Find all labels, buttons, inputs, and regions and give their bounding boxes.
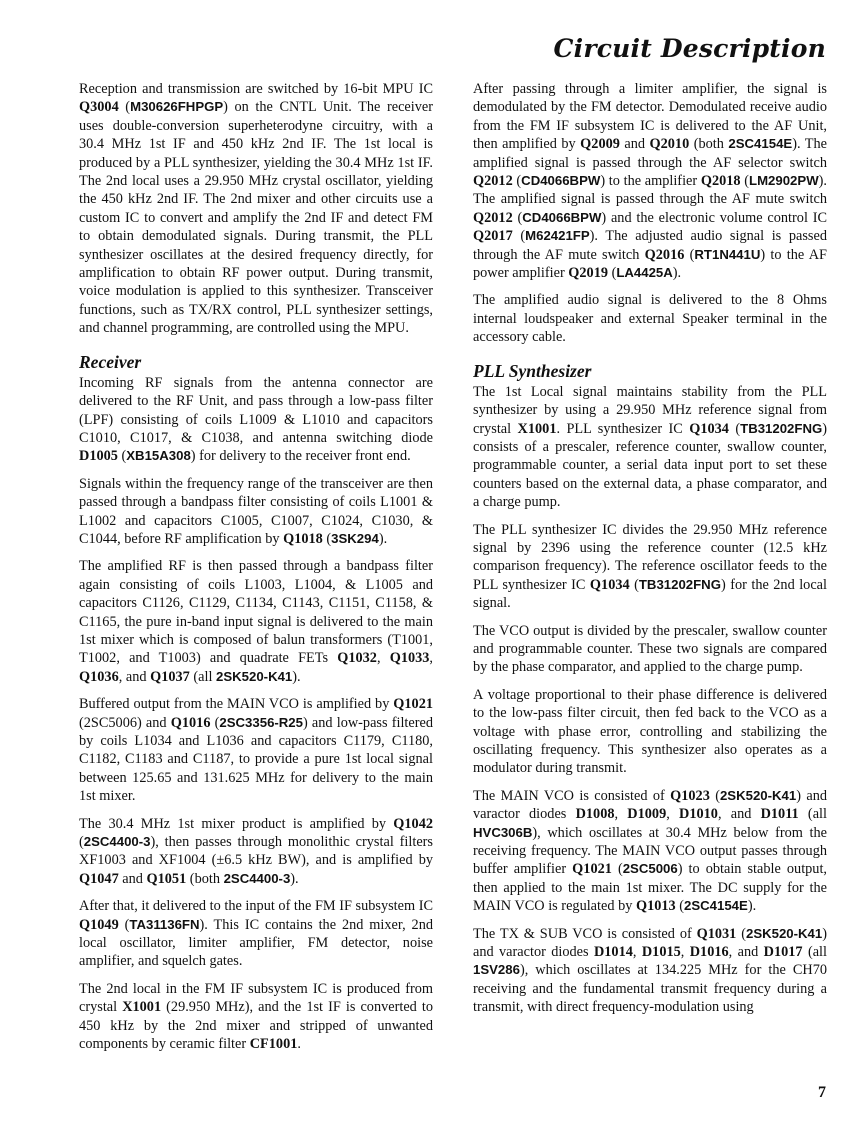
text-run: ). The amplified signal is passed through the AF mute switch	[473, 173, 827, 208]
text-run: ). This IC contains the 2nd mixer, 2nd local oscillator, limiter amplifier, FM detector, noise amplifier, and squelch gates.	[79, 916, 433, 970]
text-run: ), then passes through monolithic crystal filters XF1003 and XF1004 (±6.5 kHz BW), and is amplified by	[79, 834, 433, 869]
component-ref: 2SC5006	[622, 861, 678, 877]
paragraph	[473, 622, 827, 677]
text-run: and	[118, 870, 147, 887]
text-run: ). The amplified signal is passed through the AF selector switch	[473, 136, 827, 171]
component-ref: D1011	[760, 806, 799, 823]
text-run: The VCO output is divided by the prescaler, swallow counter and programmable counter. These two signals are compared by the phase comparator, and applied to the charge pump.	[473, 622, 827, 676]
component-ref: Q2009	[580, 136, 620, 153]
page-number: 7	[818, 1084, 826, 1101]
paragraph	[473, 686, 827, 778]
text-run: (	[709, 787, 720, 804]
component-ref: Q1034	[589, 576, 630, 593]
text-run: and	[619, 136, 650, 153]
text-run: (	[629, 576, 639, 593]
text-run: .	[297, 1036, 301, 1053]
component-ref: Q2017	[473, 228, 513, 245]
text-run: ,	[614, 806, 628, 823]
paragraph	[473, 291, 827, 346]
text-run: (	[118, 99, 131, 116]
component-ref: Q3004	[79, 99, 119, 116]
component-ref: CF1001	[249, 1036, 298, 1053]
text-run: ).	[290, 870, 299, 887]
section-heading: Receiver	[79, 351, 142, 372]
section-heading: PLL Synthesizer	[473, 360, 592, 381]
component-ref: TB31202FNG	[638, 576, 721, 592]
paragraph	[79, 980, 433, 1054]
text-run: (	[210, 714, 220, 731]
component-ref: Q1034	[689, 420, 729, 437]
component-ref: Q1051	[146, 870, 187, 887]
component-ref: Q1031	[696, 925, 737, 942]
left-column	[79, 80, 433, 1063]
text-run: ), which oscillates at 134.225 MHz for the CH70 receiving and the fundamental transmit frequency during a transmit, with direct frequency-modulation using	[473, 962, 827, 1016]
text-run: . PLL synthesizer IC	[556, 420, 690, 437]
text-run: (	[675, 898, 685, 915]
component-ref: M62421FP	[525, 228, 590, 244]
text-run: (	[322, 530, 332, 547]
text-run: (	[118, 916, 130, 933]
text-run: (2SC5006) and	[79, 714, 171, 731]
component-ref: 2SC4400-3	[83, 834, 151, 850]
text-run: ,	[376, 650, 390, 667]
text-run: ).	[378, 530, 388, 547]
component-ref: Q1036	[79, 668, 119, 685]
paragraph	[79, 80, 433, 338]
component-ref: Q2019	[568, 265, 608, 282]
text-run: (both	[186, 870, 224, 887]
text-run: (29.950 MHz), and the 1st IF is converted to 450 kHz by the 2nd mixer and stripped of unwanted components by ceramic filter	[79, 999, 433, 1053]
text-run: , and	[728, 944, 764, 961]
paragraph	[473, 383, 827, 512]
text-run: (	[79, 834, 84, 851]
text-run: After passing through a limiter amplifier, the signal is demodulated by the FM detector. Demodulated receive audio from the FM IF subsystem IC is delivered to the AF Unit, then amplified by	[473, 81, 827, 153]
text-run: ). The adjusted audio signal is passed through the AF mute switch	[473, 228, 827, 263]
component-ref: 3SK294	[331, 530, 379, 546]
text-run: The amplified audio signal is delivered to the 8 Ohms internal loudspeaker and external Speaker terminal in the accessory cable.	[473, 292, 827, 346]
text-run: (	[512, 228, 526, 245]
text-run: (	[736, 925, 746, 942]
paragraph	[473, 925, 827, 1017]
component-ref: D1015	[641, 944, 681, 961]
text-run: (	[611, 861, 623, 878]
component-ref: 2SC4400-3	[223, 870, 291, 886]
text-run: ), which oscillates at 30.4 MHz below from the receiving frequency. The MAIN VCO output passes through buffer amplifier	[473, 824, 827, 878]
text-run: (	[684, 246, 695, 263]
text-run: ,	[429, 650, 433, 667]
component-ref: Q1016	[170, 714, 211, 731]
component-ref: Q2018	[700, 173, 741, 190]
text-run: After that, it delivered to the input of the FM IF subsystem IC	[79, 898, 433, 915]
component-ref: Q1021	[572, 861, 612, 878]
text-run: The 30.4 MHz 1st mixer product is amplified by	[79, 815, 394, 832]
text-run: The TX & SUB VCO is consisted of	[473, 925, 697, 942]
component-ref: 2SC4154E	[684, 898, 748, 914]
component-ref: X1001	[517, 420, 557, 437]
text-run: The PLL synthesizer IC divides the 29.950 MHz reference signal by 2396 using the reference counter (12.5 kHz comparison frequency). The reference oscillator feeds to the PLL synthesizer IC	[473, 521, 827, 593]
text-run: (	[512, 209, 523, 226]
page-title: Circuit Description	[553, 34, 826, 63]
component-ref: 2SC3356-R25	[219, 714, 303, 730]
component-ref: Q2016	[644, 246, 685, 263]
component-ref: TB31202FNG	[740, 420, 823, 436]
component-ref: D1008	[575, 806, 615, 823]
text-run: ) and the electronic volume control IC	[601, 209, 827, 226]
text-run: ,	[632, 944, 642, 961]
component-ref: Q1047	[79, 870, 119, 887]
paragraph	[79, 897, 433, 971]
text-run: The 2nd local in the FM IF subsystem IC is produced from crystal	[79, 980, 433, 1016]
component-ref: TA31136FN	[129, 916, 200, 932]
component-ref: Q2010	[649, 136, 690, 153]
component-ref: 2SK520-K41	[216, 668, 293, 684]
text-run: The 1st Local signal maintains stability from the PLL synthesizer by using a 29.950 MHz reference signal from crystal	[473, 383, 827, 437]
paragraph	[79, 557, 433, 686]
component-ref: LA4425A	[616, 265, 673, 281]
component-ref: D1010	[679, 806, 718, 823]
text-run: Reception and transmission are switched by 16-bit MPU IC	[79, 81, 433, 97]
component-ref: CD4066BPW	[522, 209, 602, 225]
text-run: A voltage proportional to their phase difference is delivered to the low-pass filter circuit, then fed back to the VCO as a voltage with phase error, controlling and stabilizing the oscillating frequency. This synthesizer also operates as a modulator during transmit.	[473, 686, 827, 777]
component-ref: D1014	[593, 944, 633, 961]
component-ref: X1001	[122, 999, 162, 1016]
component-ref: D1009	[627, 806, 667, 823]
component-ref: Q1021	[393, 696, 433, 713]
text-run: ).	[747, 898, 757, 915]
text-run: ,	[680, 944, 690, 961]
text-run: (all	[802, 944, 827, 961]
text-run: ) and varactor diodes	[473, 787, 827, 823]
component-ref: Q1049	[79, 916, 119, 933]
text-run: Incoming RF signals from the antenna connector are delivered to the RF Unit, and pass through a low-pass filter (LPF) consisting of coils L1009 & L1010 and capacitors C1010, C1017, & C1038, and antenna switching diode	[79, 374, 433, 446]
component-ref: 2SK520-K41	[719, 787, 797, 803]
component-ref: 2SK520-K41	[745, 925, 823, 941]
component-ref: 2SC4154E	[728, 136, 793, 152]
paragraph	[79, 374, 433, 466]
text-run: ).	[292, 668, 301, 685]
text-run: (both	[689, 136, 729, 153]
text-run: ) to obtain stable output, then applied to the main 1st mixer. The DC supply for the MAIN VCO is regulated by	[473, 861, 828, 915]
component-ref: Q2012	[473, 209, 513, 226]
text-run: (	[117, 448, 127, 465]
text-run: , and	[118, 668, 151, 685]
component-ref: Q1013	[635, 898, 676, 915]
paragraph	[79, 815, 433, 889]
component-ref: Q1018	[283, 530, 323, 547]
text-run: ,	[666, 806, 680, 823]
component-ref: CD4066BPW	[521, 173, 601, 189]
text-run: ) and varactor diodes	[473, 925, 827, 961]
text-run: ) for the 2nd local signal.	[473, 576, 827, 612]
text-run: Signals within the frequency range of the transceiver are then passed through a bandpass filter consisting of coils L1001 & L1002 and capacitors C1005, C1007, C1024, C1030, & C1044, before RF amplification by	[79, 475, 433, 547]
text-run: Buffered output from the MAIN VCO is amplified by	[79, 696, 394, 713]
component-ref: Q1032	[337, 650, 377, 667]
component-ref: D1017	[763, 944, 803, 961]
component-ref: 1SV286	[473, 962, 520, 978]
text-run: (	[728, 420, 741, 437]
component-ref: XB15A308	[126, 448, 191, 464]
component-ref: LM2902PW	[749, 173, 819, 189]
component-ref: RT1N441U	[694, 246, 761, 262]
text-run: ) for delivery to the receiver front end.	[190, 448, 411, 465]
component-ref: D1005	[79, 448, 118, 465]
paragraph	[473, 521, 827, 613]
text-run: ).	[672, 265, 682, 282]
text-run: ) consists of a prescaler, reference counter, swallow counter, programmable counter, a serial data input port to set these counters based on the external data, a phase comparator, and a charge pump.	[473, 420, 827, 511]
component-ref: Q1042	[393, 815, 433, 832]
text-run: (	[512, 173, 522, 190]
paragraph	[473, 787, 827, 916]
text-run: The MAIN VCO is consisted of	[473, 787, 671, 804]
component-ref: HVC306B	[473, 824, 533, 840]
text-run: ) to the AF power amplifier	[473, 246, 827, 282]
text-run: (all	[798, 806, 827, 823]
paragraph	[473, 80, 827, 282]
right-column	[473, 80, 827, 1026]
paragraph	[79, 475, 433, 549]
text-run: ) to the amplifier	[600, 173, 701, 190]
text-run: (	[608, 265, 617, 282]
text-run: (	[740, 173, 750, 190]
text-run: The amplified RF is then passed through a bandpass filter again consisting of coils L1003, L1004, & L1005 and capacitors C1126, C1129, C1134, C1143, C1151, C1158, & C1165, the pure in-band input signal is delivered to the main 1st mixer which is composed of balun transformers (T1001, T1002, and T1003) and quadrate FETs	[79, 558, 433, 667]
text-run: ) on the CNTL Unit. The receiver uses double-conversion superheterodyne circuitry, with a 30.4 MHz 1st IF and 450 kHz 2nd IF. The 1st local is produced by a PLL synthesizer, yielding the 30.4 MHz 1st IF. The 2nd local uses a 29.950 MHz crystal oscillator, yielding the 450 kHz 2nd IF. The 2nd mixer and other circuits use a custom IC to convert and amplify the 2nd IF and detect FM to obtain demodulated signals. During transmit, the PLL synthesizer oscillates at the desired frequency directly, for amplification to obtain RF power output. During transmit, voice modulation is applied to this synthesizer. Transceiver functions, such as TX/RX control, PLL synthesizer settings, and channel programming, are controlled using the MPU.	[79, 99, 433, 337]
text-run: (all	[189, 668, 217, 685]
component-ref: M30626FHPGP	[130, 99, 224, 115]
component-ref: Q2012	[473, 173, 513, 190]
component-ref: Q1033	[389, 650, 430, 667]
component-ref: Q1023	[670, 787, 710, 804]
component-ref: Q1037	[150, 668, 190, 685]
paragraph	[79, 695, 433, 805]
text-run: , and	[717, 806, 761, 823]
text-run: ) and low-pass filtered by coils L1034 and L1036 and capacitors C1179, C1180, C1182, C1183 and C1187, to provide a pure 1st local signal between 125.65 and 131.625 MHz for delivery to the main 1st mixer.	[79, 714, 434, 805]
component-ref: D1016	[689, 944, 729, 961]
